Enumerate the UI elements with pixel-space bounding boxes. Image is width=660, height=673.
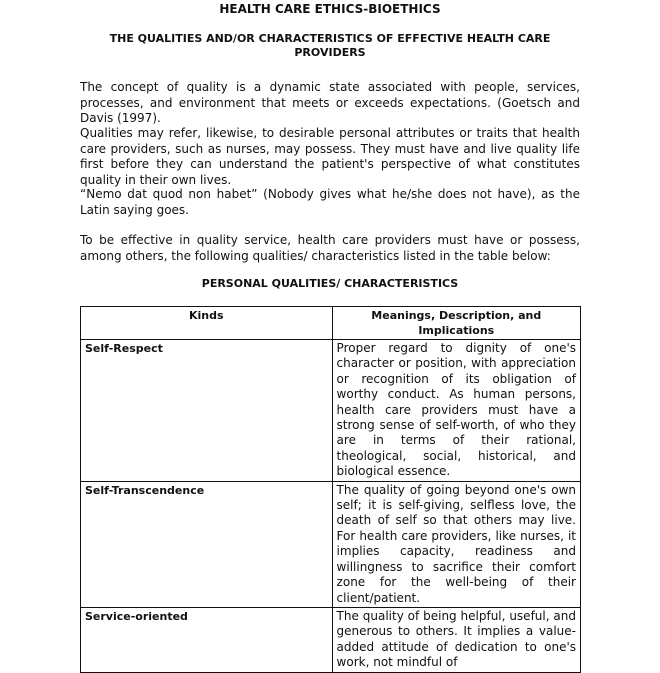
table-row [81, 340, 581, 482]
kind-cell: Service-oriented [81, 607, 333, 672]
table-row [81, 607, 581, 672]
column-header-kinds: Kinds [81, 307, 333, 340]
paragraph-quality-concept: The concept of quality is a dynamic state associated with people, services, processes, and environment that meets or exceeds expectations. (Goetsch and Davis (1997). [80, 80, 580, 125]
paragraph-table-intro: To be effective in quality service, health care providers must have or possess, among others, the following qualities/ characteristics listed in the table below: [80, 233, 580, 263]
meaning-cell: Proper regard to dignity of one's character or position, with appreciation or recognition of its obligation of worthy conduct. As human persons, health care providers must have a strong sense of self-worth, of who they are in terms of their rational, theological, social, historical, and biological essence. [332, 340, 580, 482]
kind-cell: Self-Transcendence [81, 481, 333, 607]
document-subtitle: THE QUALITIES AND/OR CHARACTERISTICS OF EFFECTIVE HEALTH CARE PROVIDERS [109, 32, 551, 59]
kind-cell: Self-Respect [81, 340, 333, 482]
paragraph-personal-attributes: Qualities may refer, likewise, to desirable personal attributes or traits that health care providers, such as nurses, may possess. They must have and live quality life first before they can understand the patient's perspective of what constitutes quality in their own lives. [80, 126, 580, 187]
paragraph-latin-saying: “Nemo dat quod non habet” (Nobody gives what he/she does not have), as the Latin saying goes. [80, 187, 580, 217]
table-header-row [81, 307, 581, 340]
column-header-meanings: Meanings, Description, and Implications [332, 307, 580, 340]
section-heading: PERSONAL QUALITIES/ CHARACTERISTICS [201, 277, 459, 290]
qualities-table [80, 306, 581, 673]
document-title: HEALTH CARE ETHICS-BIOETHICS [219, 2, 441, 16]
meaning-cell: The quality of going beyond one's own self; it is self-giving, selfless love, the death of self so that others may live. For health care providers, like nurses, it implies capacity, readiness and willingness to sacrifice their comfort zone for the well-being of their client/patient. [332, 481, 580, 607]
table-row [81, 481, 581, 607]
meaning-cell: The quality of being helpful, useful, and generous to others. It implies a value-added attitude of dedication to one's work, not mindful of [332, 607, 580, 672]
